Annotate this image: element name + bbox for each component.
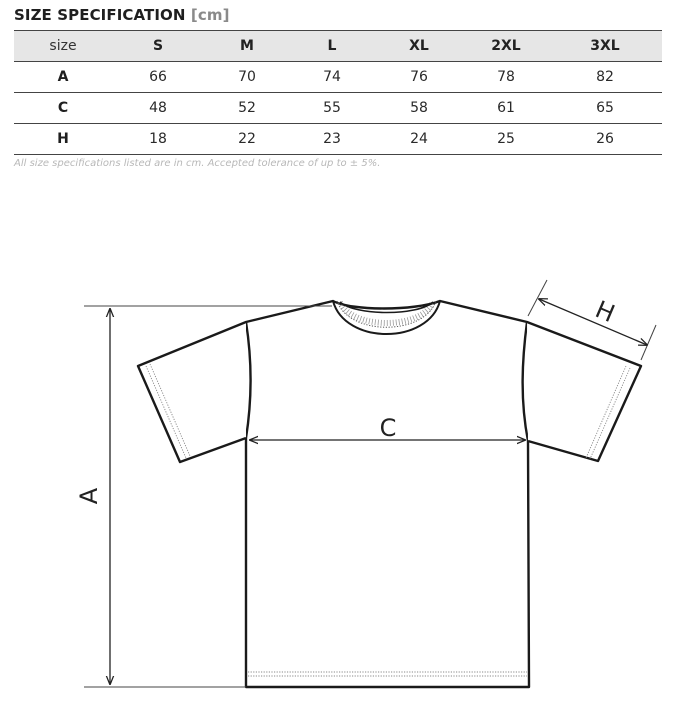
label-h: H [591,295,619,329]
table-cell: 82 [548,62,662,93]
label-a: A [75,487,103,505]
table-cell: 52 [204,93,290,124]
table-cell: 78 [464,62,548,93]
table-cell: 58 [374,93,464,124]
table-cell: 55 [290,93,374,124]
tolerance-note: All size specifications listed are in cm. Accepted tolerance of up to ± 5%. [14,158,381,169]
table-cell: 76 [374,62,464,93]
row-label: C [14,93,112,124]
tshirt-outline [138,301,641,687]
column-header: M [204,31,290,62]
column-header: XL [374,31,464,62]
table-cell: 26 [548,124,662,155]
table-cell: 48 [112,93,204,124]
table-cell: 24 [374,124,464,155]
label-c: C [379,414,397,442]
row-label: A [14,62,112,93]
table-cell: 22 [204,124,290,155]
table-corner-label: size [14,31,112,62]
row-label: H [14,124,112,155]
table-cell: 70 [204,62,290,93]
table-cell: 23 [290,124,374,155]
title-main: SIZE SPECIFICATION [14,6,186,24]
table-cell: 74 [290,62,374,93]
column-header: 3XL [548,31,662,62]
table-cell: 25 [464,124,548,155]
table-cell: 65 [548,93,662,124]
table-cell: 66 [112,62,204,93]
column-header: S [112,31,204,62]
table-cell: 61 [464,93,548,124]
table-cell: 18 [112,124,204,155]
column-header: L [290,31,374,62]
column-header: 2XL [464,31,548,62]
title-unit: [cm] [190,6,230,24]
